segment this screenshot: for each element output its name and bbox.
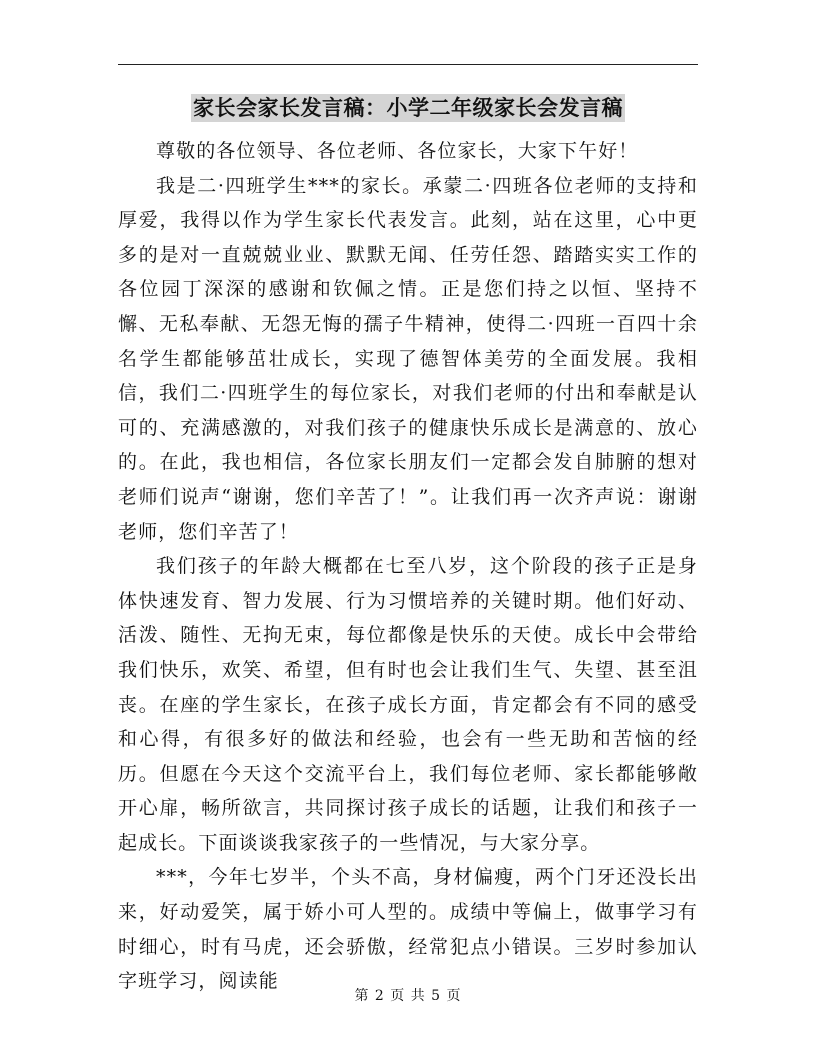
title-block — [0, 94, 816, 122]
paragraph-introduction: 我是二·四班学生***的家长。承蒙二·四班各位老师的支持和厚爱，我得以作为学生家长代表发言。此刻，站在这里，心中更多的是对一直兢兢业业、默默无闻、任劳任怨、踏踏实实工作的各位园丁深深的感谢和钦佩之情。正是您们持之以恒、坚持不懈、无私奉献、无怨无悔的孺子牛精神，使得二·四班一百四十余名学生都能够茁壮成长，实现了德智体美劳的全面发展。我相信，我们二·四班学生的每位家长，对我们老师的付出和奉献是认可的、充满感激的，对我们孩子的健康快乐成长是满意的、放心的。在此，我也相信，各位家长朋友们一定都会发自肺腑的想对老师们说声“谢谢，您们辛苦了！”。让我们再一次齐声说：谢谢老师，您们辛苦了！ — [118, 174, 698, 543]
document-title: 家长会家长发言稿：小学二年级家长会发言稿 — [193, 95, 623, 120]
page-number-footer: 第 2 页 共 5 页 — [354, 988, 462, 1004]
paragraph-my-child: ***，今年七岁半，个头不高，身材偏瘦，两个门牙还没长出来，好动爱笑，属于娇小可人型的。成绩中等偏上，做事学习有时细心，时有马虎，还会骄傲，经常犯点小错误。三岁时参加认字班学习，阅读能 — [118, 866, 698, 993]
paragraph-children-age: 我们孩子的年龄大概都在七至八岁，这个阶段的孩子正是身体快速发育、智力发展、行为习惯培养的关键时期。他们好动、活泼、随性、无拘无束，每位都像是快乐的天使。成长中会带给我们快乐，欢笑、希望，但有时也会让我们生气、失望、甚至沮丧。在座的学生家长，在孩子成长方面，肯定都会有不同的感受和心得，有很多好的做法和经验，也会有一些无助和苦恼的经历。但愿在今天这个交流平台上，我们每位老师、家长都能够敞开心扉，畅所欲言，共同探讨孩子成长的话题，让我们和孩子一起成长。下面谈谈我家孩子的一些情况，与大家分享。 — [118, 555, 698, 854]
header-rule — [118, 64, 698, 65]
document-body — [118, 134, 698, 999]
paragraph-greeting: 尊敬的各位领导、各位老师、各位家长，大家下午好！ — [156, 140, 639, 162]
